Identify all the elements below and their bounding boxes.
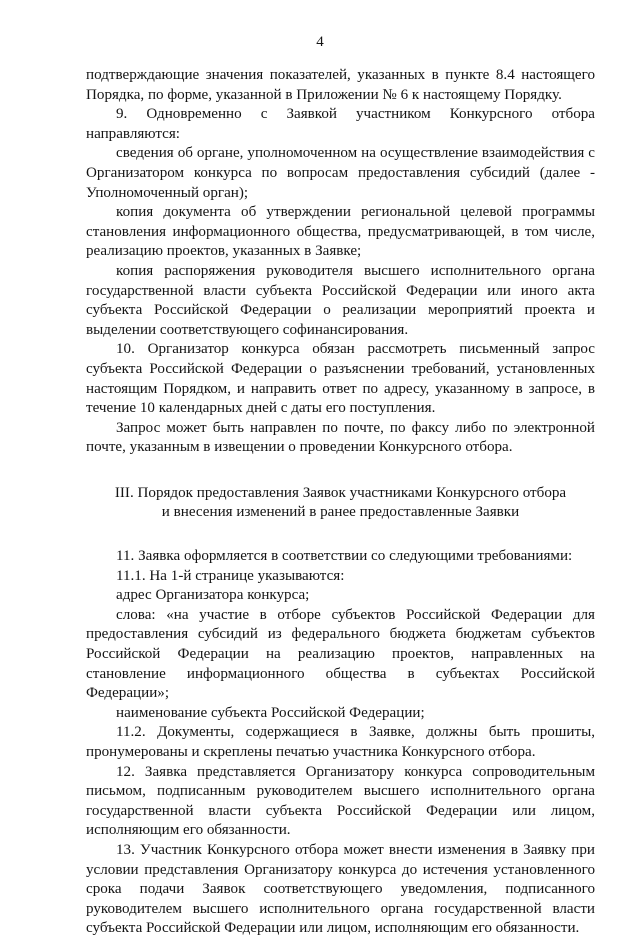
paragraphs-bottom bbox=[86, 547, 595, 939]
paragraph: адрес Организатора конкурса; bbox=[116, 587, 310, 604]
section-heading-line-1: III. Порядок предоставления Заявок участниками Конкурсного отбора bbox=[114, 484, 567, 501]
paragraph: слова: «на участие в отборе субъектов Российской Федерации для предоставления субсидий из федерального бюджета бюджетам субъектов Российской Федерации на реализацию проектов, направленных на становление информационного общества в субъектах Российской Федерации»; bbox=[86, 606, 595, 702]
paragraph: 12. Заявка представляется Организатору конкурса сопроводительным письмом, подписанным руководителем высшего исполнительного органа государственной власти субъекта Российской Федерации или лицом, исполняющим его обязанности. bbox=[86, 763, 595, 839]
paragraph: 10. Организатор конкурса обязан рассмотреть письменный запрос субъекта Российской Федерации о разъяснении требований, установленных настоящим Порядком, и направить ответ по адресу, указанному в запросе, в течение 10 календарных дней с даты его поступления. bbox=[86, 341, 595, 417]
paragraph: копия распоряжения руководителя высшего исполнительного органа государственной власти субъекта Российской Федерации или иного акта субъекта Российской Федерации о реализации мероприятий проекта и выделении соответствующего софинансирования. bbox=[86, 262, 595, 338]
paragraph: наименование субъекта Российской Федерации; bbox=[116, 704, 425, 721]
section-heading-line-2: и внесения изменений в ранее предоставленные Заявки bbox=[161, 504, 520, 521]
paragraph: подтверждающие значения показателей, указанных в пункте 8.4 настоящего Порядка, по форме, указанной в Приложении № 6 к настоящему Порядку. bbox=[86, 67, 595, 103]
section-heading bbox=[86, 484, 595, 523]
paragraph: 11.1. На 1-й странице указываются: bbox=[116, 567, 345, 584]
page-number: 4 bbox=[316, 34, 324, 50]
paragraph: 11. Заявка оформляется в соответствии со следующими требованиями: bbox=[116, 548, 573, 565]
paragraph: копия документа об утверждении региональной целевой программы становления информационного общества, предусматривающей, в том числе, реализацию проектов, указанных в Заявке; bbox=[86, 204, 595, 260]
paragraph: сведения об органе, уполномоченном на осуществление взаимодействия с Организатором конкурса по вопросам предоставления субсидий (далее - Уполномоченный орган); bbox=[86, 145, 595, 201]
paragraph: 9. Одновременно с Заявкой участником Конкурсного отбора направляются: bbox=[86, 106, 595, 142]
paragraph: 13. Участник Конкурсного отбора может внести изменения в Заявку при условии представления Организатору конкурса до истечения установленного срока подачи Заявок соответствующего уведомления, подписанного руководителем высшего исполнительного органа государственной власти субъекта Российской Федерации или лицом, исполняющим его обязанности. bbox=[86, 841, 595, 937]
document-body bbox=[86, 66, 595, 939]
paragraph: Запрос может быть направлен по почте, по факсу либо по электронной почте, указанным в извещении о проведении Конкурсного отбора. bbox=[86, 419, 595, 456]
paragraph: 11.2. Документы, содержащиеся в Заявке, должны быть прошиты, пронумерованы и скреплены печатью участника Конкурсного отбора. bbox=[86, 724, 595, 760]
paragraphs-top bbox=[86, 66, 595, 458]
